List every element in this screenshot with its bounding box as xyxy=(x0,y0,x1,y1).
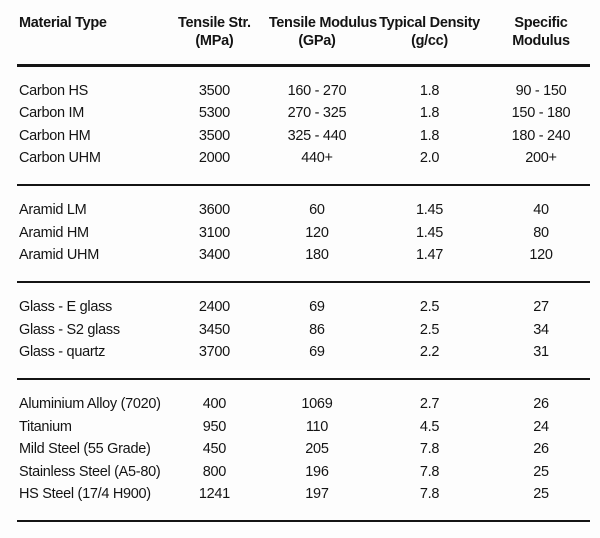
table-row xyxy=(17,244,590,267)
table-row xyxy=(17,199,590,222)
table-row xyxy=(17,125,590,148)
header-tensile-strength xyxy=(162,14,267,50)
header-line2: (g/cc) xyxy=(411,33,448,49)
value-cell: 270 - 325 xyxy=(287,105,347,121)
value-cell: 69 xyxy=(309,299,325,315)
value-cell: 86 xyxy=(309,321,325,338)
value-cell: 3450 xyxy=(198,321,230,338)
header-line2: Modulus xyxy=(512,33,570,49)
material-name-cell: Aramid UHM xyxy=(19,247,99,263)
material-name-cell: Mild Steel (55 Grade) xyxy=(19,441,151,457)
value-cell: 3700 xyxy=(198,344,230,360)
material-name-cell: Aramid LM xyxy=(19,202,87,218)
value-cell: 1.8 xyxy=(419,127,440,144)
header-typical-density xyxy=(367,14,492,50)
value-cell: 2000 xyxy=(198,150,230,166)
value-cell: 2.5 xyxy=(419,299,440,315)
value-cell: 2.2 xyxy=(419,344,440,360)
material-name-cell: Aluminium Alloy (7020) xyxy=(19,396,161,412)
value-cell: 3100 xyxy=(198,224,230,241)
header-material-type xyxy=(17,14,162,50)
value-cell: 3500 xyxy=(198,127,230,144)
header-line1: Tensile Modulus xyxy=(268,15,377,31)
header-specific-modulus xyxy=(492,14,590,50)
value-cell: 2400 xyxy=(198,299,230,315)
header-line1: Tensile Str. xyxy=(178,15,251,31)
table-header xyxy=(17,8,590,50)
value-cell: 1.47 xyxy=(416,247,444,263)
value-cell: 120 xyxy=(529,247,553,263)
value-cell: 1.8 xyxy=(419,105,440,121)
material-name-cell: Carbon HM xyxy=(19,127,91,144)
value-cell: 110 xyxy=(305,418,329,435)
material-name-cell: Stainless Steel (A5-80) xyxy=(19,463,161,480)
header-line2 xyxy=(19,32,160,50)
value-cell: 3400 xyxy=(198,247,230,263)
value-cell: 34 xyxy=(533,321,549,338)
table-group-carbon xyxy=(17,67,590,184)
material-name-cell: Glass - quartz xyxy=(19,344,106,360)
table-row xyxy=(17,80,590,103)
header-tensile-modulus xyxy=(267,14,377,50)
value-cell: 90 - 150 xyxy=(515,82,567,99)
value-cell: 60 xyxy=(309,202,325,218)
table-row xyxy=(17,147,590,170)
table-row xyxy=(17,319,590,342)
header-line1: Typical Density xyxy=(379,15,480,31)
value-cell: 196 xyxy=(305,463,329,480)
header-line2: (MPa) xyxy=(195,33,234,49)
material-name-cell: HS Steel (17/4 H900) xyxy=(19,486,151,502)
material-name-cell: Carbon HS xyxy=(19,82,89,99)
value-cell: 25 xyxy=(533,486,549,502)
value-cell: 1241 xyxy=(198,486,230,502)
value-cell: 80 xyxy=(533,224,549,241)
table-row xyxy=(17,416,590,439)
value-cell: 7.8 xyxy=(419,486,440,502)
value-cell: 1069 xyxy=(301,396,333,412)
value-cell: 27 xyxy=(533,299,549,315)
value-cell: 200+ xyxy=(525,150,557,166)
value-cell: 1.45 xyxy=(416,202,444,218)
value-cell: 180 xyxy=(305,247,329,263)
value-cell: 4.5 xyxy=(419,418,440,435)
value-cell: 7.8 xyxy=(419,463,440,480)
value-cell: 197 xyxy=(305,486,329,502)
table-row xyxy=(17,438,590,461)
value-cell: 26 xyxy=(533,441,549,457)
material-name-cell: Glass - S2 glass xyxy=(19,321,120,338)
value-cell: 31 xyxy=(533,344,549,360)
value-cell: 24 xyxy=(533,418,549,435)
value-cell: 7.8 xyxy=(419,441,440,457)
header-line1: Specific xyxy=(514,15,568,31)
table-row xyxy=(17,222,590,245)
material-name-cell: Carbon UHM xyxy=(19,150,101,166)
value-cell: 180 - 240 xyxy=(511,127,571,144)
value-cell: 800 xyxy=(202,463,227,480)
value-cell: 160 - 270 xyxy=(287,82,347,99)
value-cell: 400 xyxy=(202,396,227,412)
value-cell: 1.8 xyxy=(419,82,440,99)
material-name-cell: Titanium xyxy=(19,418,72,435)
table-row xyxy=(17,483,590,506)
table-row xyxy=(17,296,590,319)
value-cell: 2.5 xyxy=(419,321,440,338)
materials-properties-table xyxy=(17,8,590,522)
value-cell: 26 xyxy=(533,396,549,412)
value-cell: 150 - 180 xyxy=(511,105,571,121)
table-group-glass xyxy=(17,283,590,378)
table-group-metals xyxy=(17,380,590,520)
material-name-cell: Glass - E glass xyxy=(19,299,112,315)
value-cell: 40 xyxy=(533,202,549,218)
value-cell: 1.45 xyxy=(416,224,444,241)
header-line1: Material Type xyxy=(19,15,107,31)
table-group-aramid xyxy=(17,186,590,281)
value-cell: 325 - 440 xyxy=(287,127,347,144)
value-cell: 440+ xyxy=(301,150,333,166)
header-line2: (GPa) xyxy=(298,33,336,49)
table-row xyxy=(17,102,590,125)
table-body xyxy=(17,67,590,523)
value-cell: 3500 xyxy=(198,82,230,99)
value-cell: 3600 xyxy=(198,202,230,218)
table-row xyxy=(17,393,590,416)
value-cell: 5300 xyxy=(198,105,230,121)
group-divider xyxy=(17,520,590,523)
value-cell: 950 xyxy=(202,418,227,435)
value-cell: 205 xyxy=(305,441,329,457)
material-name-cell: Carbon IM xyxy=(19,105,84,121)
table-row xyxy=(17,341,590,364)
value-cell: 69 xyxy=(309,344,325,360)
value-cell: 2.7 xyxy=(419,396,440,412)
value-cell: 25 xyxy=(533,463,549,480)
material-name-cell: Aramid HM xyxy=(19,224,89,241)
value-cell: 450 xyxy=(202,441,227,457)
value-cell: 120 xyxy=(305,224,329,241)
table-row xyxy=(17,461,590,484)
value-cell: 2.0 xyxy=(419,150,440,166)
